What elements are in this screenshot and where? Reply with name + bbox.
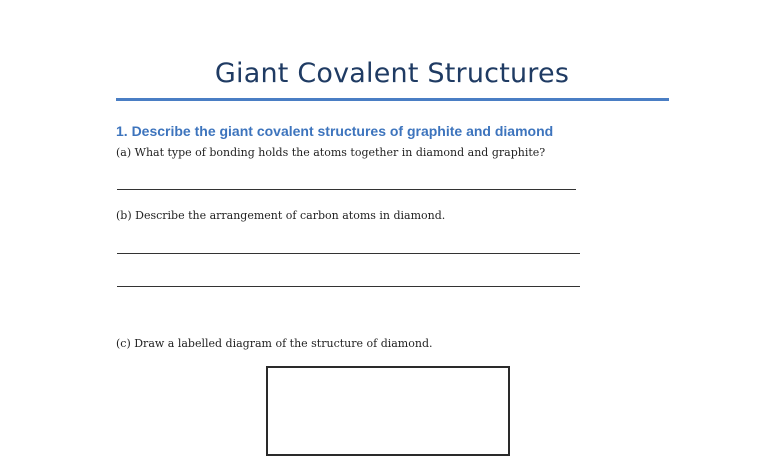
answer-line-b-1[interactable] [117, 253, 580, 254]
answer-line-a[interactable] [117, 189, 576, 190]
page-title: Giant Covalent Structures [214, 58, 570, 89]
diagram-drawing-box[interactable] [266, 366, 510, 456]
section-heading: 1. Describe the giant covalent structures of graphite and diamond [116, 123, 554, 139]
question-b: (b) Describe the arrangement of carbon atoms in diamond. [116, 209, 446, 222]
question-a: (a) What type of bonding holds the atoms together in diamond and graphite? [116, 146, 546, 159]
title-underline-rule [116, 98, 669, 101]
answer-line-b-2[interactable] [117, 286, 580, 287]
question-c: (c) Draw a labelled diagram of the structure of diamond. [116, 337, 433, 350]
